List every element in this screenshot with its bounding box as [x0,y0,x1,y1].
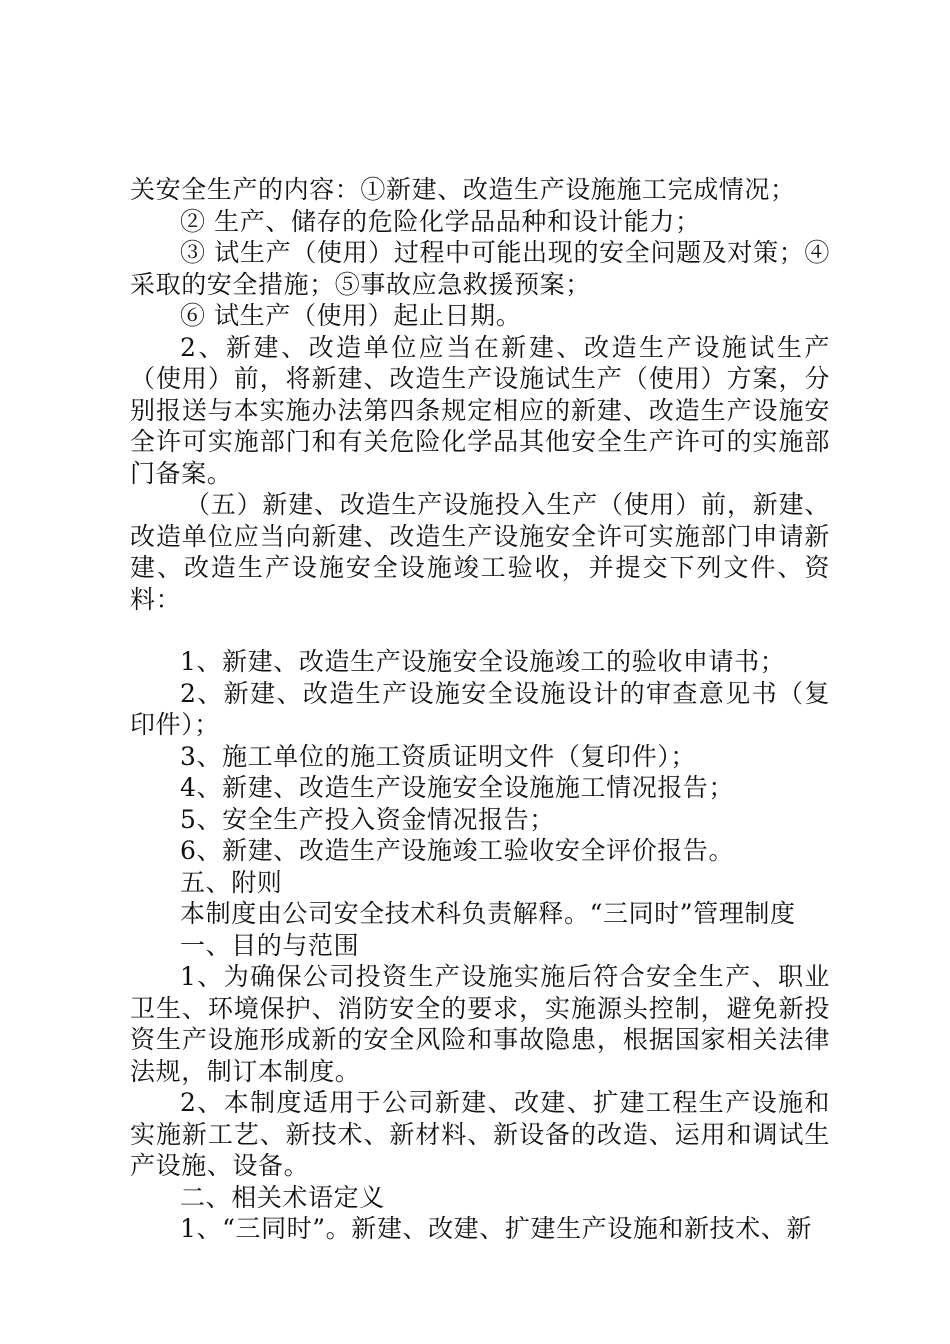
paragraph-content-items: 关安全生产的内容：①新建、改造生产设施施工完成情况； [130,175,796,204]
paragraph-item-6: ⑥ 试生产（使用）起止日期。 [180,301,522,330]
document-body [130,174,830,1245]
heading-supplementary-provisions: 五、附则 [180,867,283,897]
list-item-investment-report: 5、安全生产投入资金情况报告； [180,804,555,834]
list-item-acceptance-application: 1、新建、改造生产设施安全设施竣工的验收申请书； [180,647,786,676]
paragraph-interpretation: 本制度由公司安全技术科负责解释。“三同时”管理制度 [180,899,796,928]
list-item-construction-qualification: 3、施工单位的施工资质证明文件（复印件）； [180,741,697,771]
paragraph-three-simultaneities: 1、“三同时”。新建、改建、扩建生产设施和新技术、新 [180,1214,813,1243]
paragraph-item-3-4-5: ③ 试生产（使用）过程中可能出现的安全问题及对策；④采取的安全措施；⑤事故应急救援预案； [130,238,830,299]
list-item-construction-report: 4、新建、改造生产设施安全设施施工情况报告； [180,773,735,802]
paragraph-item-2: ② 生产、储存的危险化学品品种和设计能力； [180,206,701,236]
paragraph-purpose: 1、为确保公司投资生产设施实施后符合安全生产、职业卫生、环境保护、消防安全的要求，实施源头控制，避免新投资生产设施形成新的安全风险和事故隐患，根据国家相关法律法规，制订本制度。 [130,962,830,1086]
paragraph-trial-plan-filing: 2、新建、改造单位应当在新建、改造生产设施试生产（使用）前，将新建、改造生产设施试生产（使用）方案，分别报送与本实施办法第四条规定相应的新建、改造生产设施安全许可实施部门和有关危险化学品其他安全生产许可的实施部门备案。 [130,332,830,488]
paragraph-section-5-acceptance: （五）新建、改造生产设施投入生产（使用）前，新建、改造单位应当向新建、改造生产设施安全许可实施部门申请新建、改造生产设施安全设施竣工验收，并提交下列文件、资料： [130,490,830,614]
paragraph-scope: 2、本制度适用于公司新建、改建、扩建工程生产设施和实施新工艺、新技术、新材料、新设备的改造、运用和调试生产设施、设备。 [130,1088,830,1180]
heading-purpose-and-scope: 一、目的与范围 [180,930,360,960]
heading-term-definitions: 二、相关术语定义 [180,1182,385,1212]
list-item-safety-evaluation-report: 6、新建、改造生产设施竣工验收安全评价报告。 [180,836,735,865]
list-item-design-review-opinion: 2、新建、改造生产设施安全设施设计的审查意见书（复印件）； [130,678,830,739]
